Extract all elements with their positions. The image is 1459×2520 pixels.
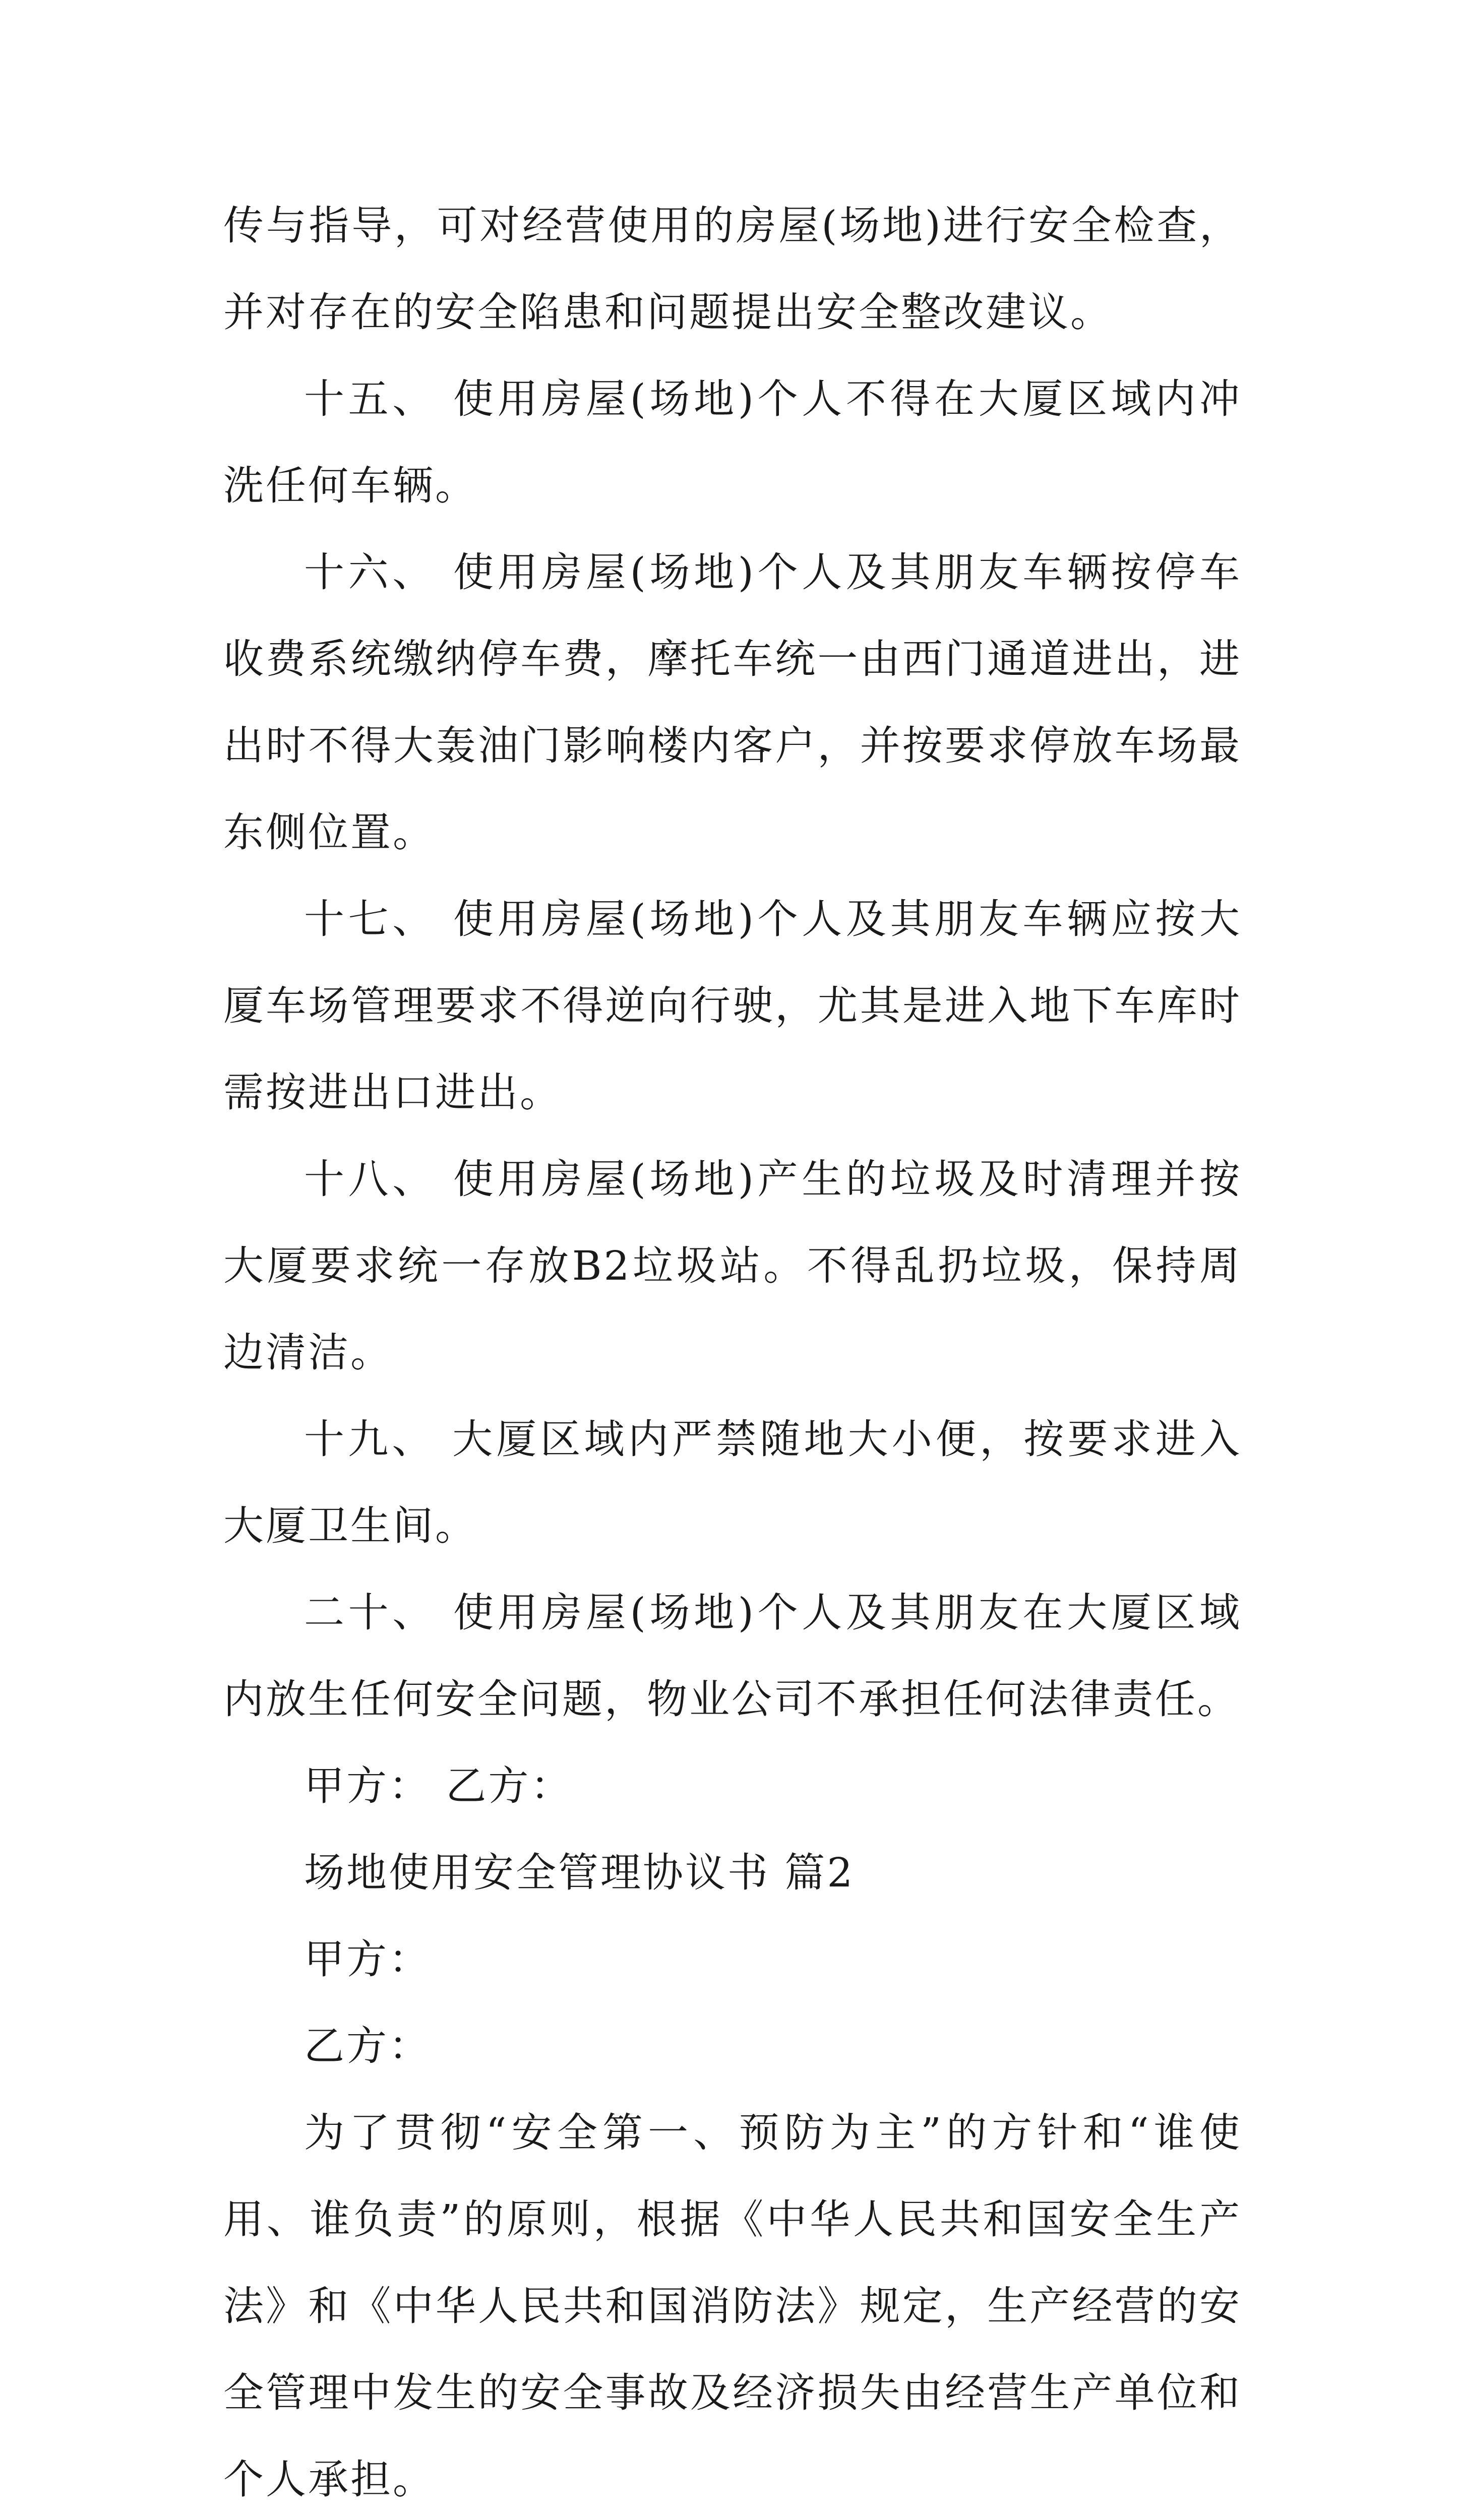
- party-a-line: 甲方：: [304, 1936, 431, 1983]
- section-title: 场地使用安全管理协议书 篇2: [304, 1849, 855, 1896]
- clause-15: 十五、 使用房屋(场地)个人不得在大厦区域内冲洗任何车辆。: [223, 375, 1242, 509]
- clause-20: 二十、 使用房屋(场地)个人及其朋友在大厦区域内放生任何安全问题，物业公司不承担任何法律责任。: [223, 1589, 1242, 1723]
- clause-16: 十六、 使用房屋(场地)个人及其朋友车辆按停车收费系统缴纳停车费，摩托车统一由西门通道进出，进出时不得大轰油门影响楼内客户，并按要求停放车场最东侧位置。: [223, 549, 1242, 856]
- intro-paragraph: 为了贯彻“安全第一、预防为主”的方针和“谁使用、谁负责”的原则，根据《中华人民共和国安全生产法》和《中华人民共和国消防法》规定，生产经营的安全管理中发生的安全事故及经济损失由经营生产单位和个人承担。: [223, 2109, 1242, 2503]
- party-b-line: 乙方：: [304, 2023, 431, 2069]
- clause-17: 十七、 使用房屋(场地)个人及其朋友车辆应按大厦车场管理要求不得逆向行驶，尤其是进入地下车库时需按进出口进出。: [223, 896, 1242, 1116]
- clause-18: 十八、 使用房屋(场地)产生的垃圾及时清理并按大厦要求统一存放B2垃圾站。不得乱扔垃圾，保持周边清洁。: [223, 1156, 1242, 1376]
- paragraph-continuation: 传与指导，可对经营使用的房屋(场地)进行安全检查，并对存在的安全陷患和问题提出安全整改建议。: [223, 202, 1242, 336]
- clause-19: 十九、 大厦区域内严禁随地大小便，按要求进入大厦卫生间。: [223, 1416, 1242, 1549]
- document-body: [223, 182, 1242, 2520]
- signature-line: 甲方： 乙方：: [304, 1762, 573, 1809]
